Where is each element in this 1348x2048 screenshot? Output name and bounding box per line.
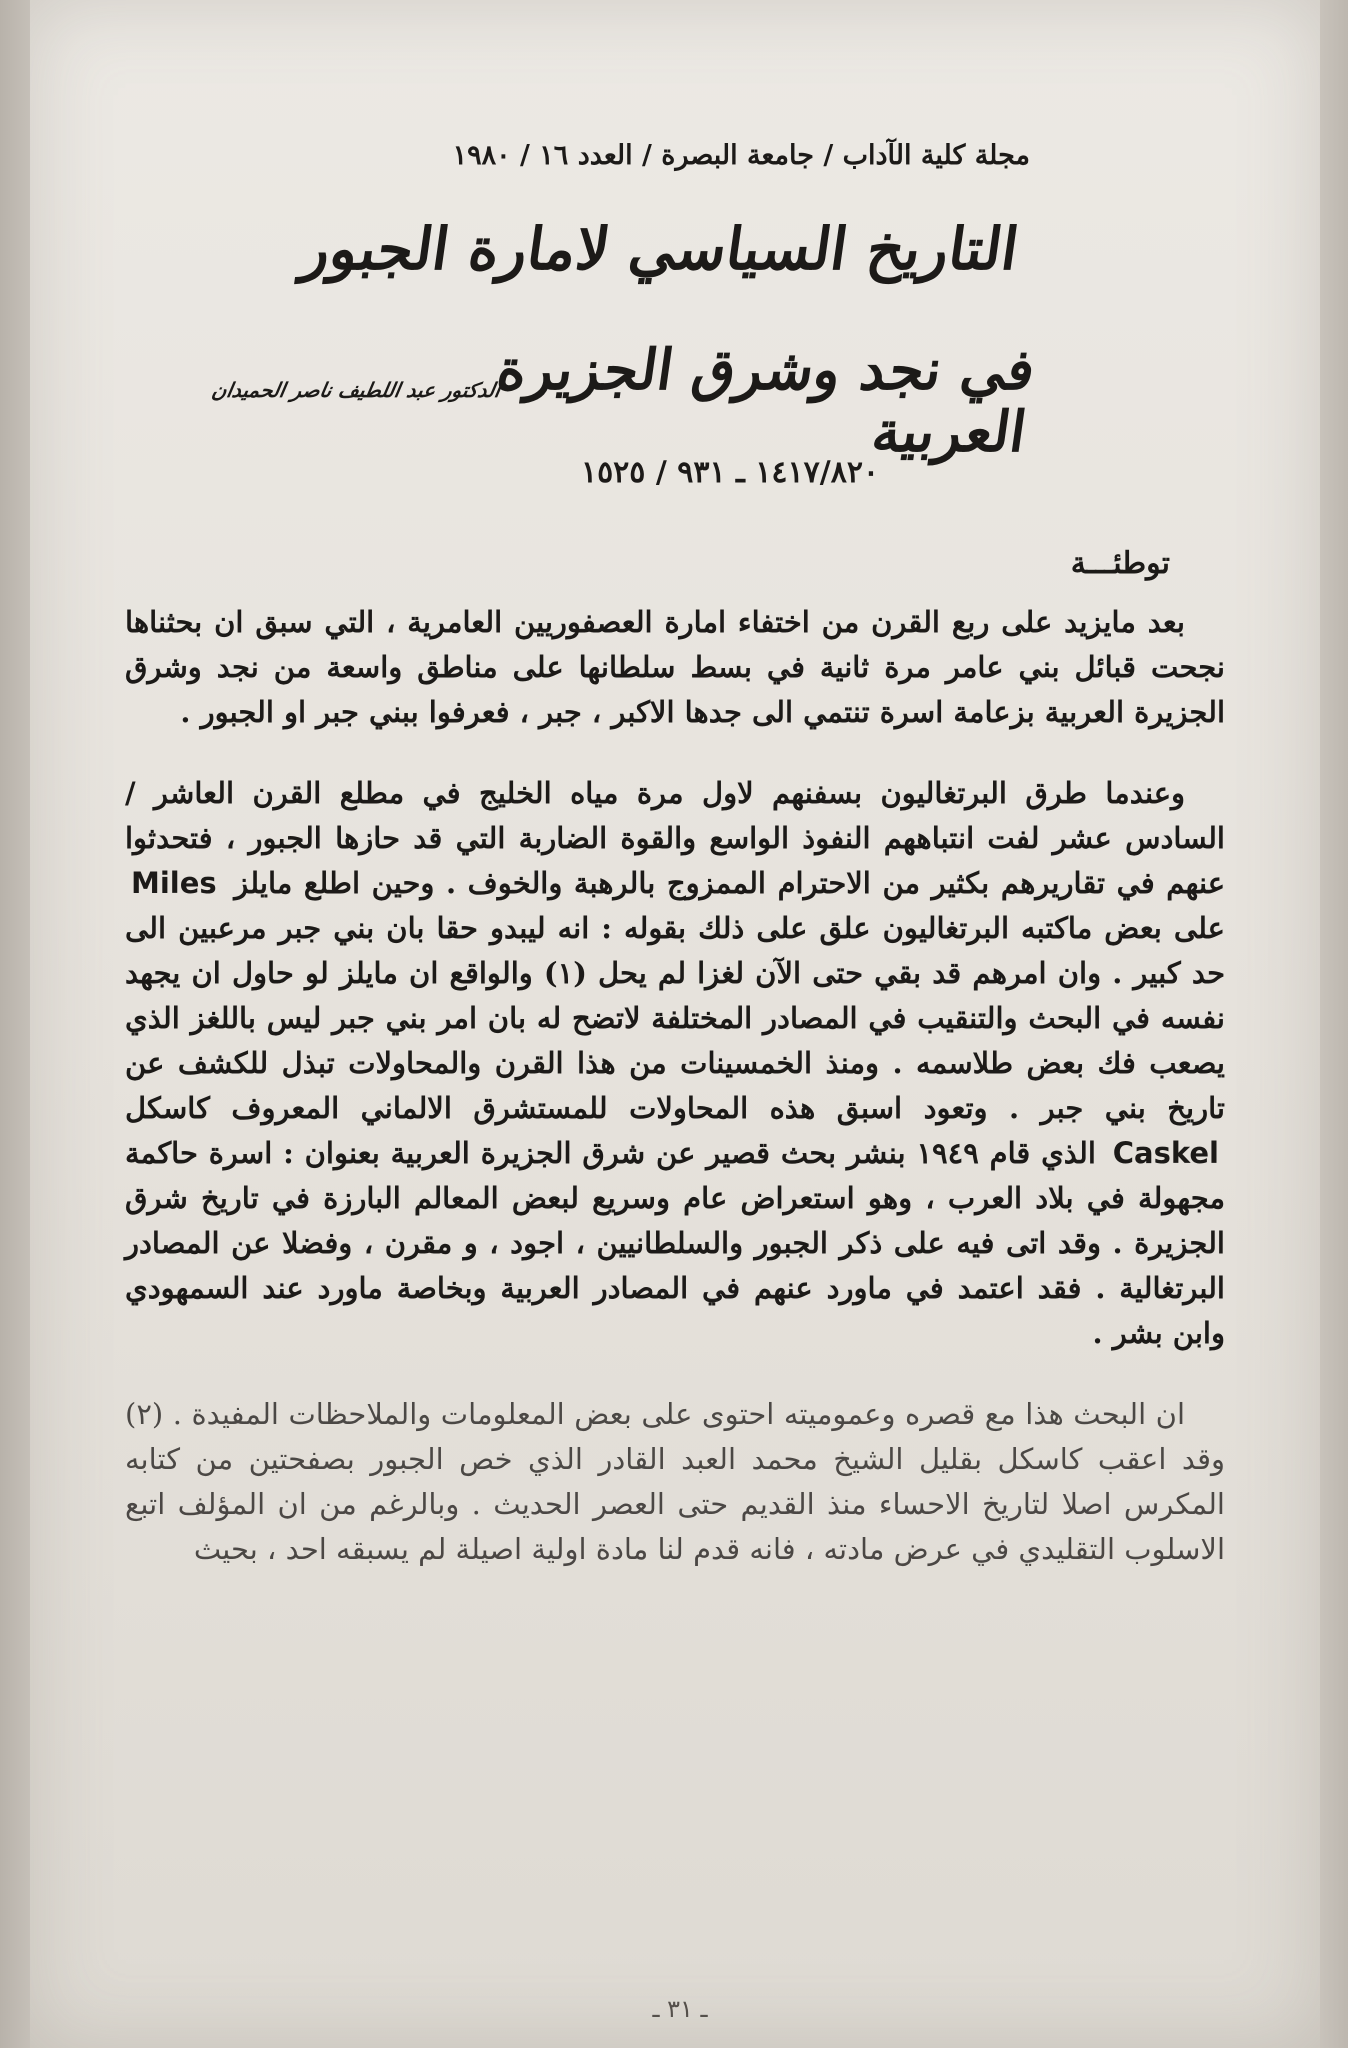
paragraph-text: ان البحث هذا مع قصره وعموميته احتوى على بعض المعلومات والملاحظات المفيدة . (٢) وقد اعقب كاسكل بقليل الشيخ محمد العبد القادر الذي خص الجبور بصفحتين من كتابه المكرس اصلا لتاريخ الاحساء منذ القديم حتى العصر الحديث . وبالرغم من ان المؤلف اتبع الاسلوب التقليدي في عرض مادته ، فانه قدم لنا مادة اولية اصيلة لم يسبقه احد ، بحيث: [125, 1397, 1225, 1566]
paragraph-2: [125, 771, 1225, 1356]
paragraph-text: على بعض ماكتبه البرتغاليون علق على ذلك بقوله : انه ليبدو حقا بان بني جبر مرعبين الى حد كبير . وان امرهم قد بقي حتى الآن لغزا لم يحل (١) والواقع ان مايلز لو حاول ان يجهد نفسه في البحث والتنقيب في المصادر المختلفة لاتضح له بان امر بني جبر ليس باللغز الذي يصعب فك بعض طلاسمه . ومنذ الخمسينات من هذا القرن والمحاولات تبذل للكشف عن تاريخ بني جبر . وتعود اسبق هذه المحاولات للمستشرق الالماني المعروف كاسكل: [125, 911, 1225, 1125]
date-range: ١٤١٧/٨٢٠ ـ ٩٣١ / ١٥٢٥: [580, 455, 880, 490]
latin-name-miles: Miles: [131, 866, 217, 900]
page-number: ـ ٣١ ـ: [652, 1995, 708, 2023]
article-title: التاريخ السياسي لامارة الجبور: [297, 215, 1023, 283]
paragraph-1: [125, 600, 1225, 735]
latin-name-caskel: Caskel: [1112, 1136, 1219, 1170]
paragraph-text: الذي قام ١٩٤٩ بنشر بحث قصير عن شرق الجزيرة العربية بعنوان : اسرة حاكمة مجهولة في بلاد العرب ، وهو استعراض عام وسريع لبعض المعالم البارزة في تاريخ شرق الجزيرة . وقد اتى فيه على ذكر الجبور والسلطانيين ، اجود ، و مقرن ، وفضلا عن المصادر البرتغالية . فقد اعتمد في ماورد عنهم في المصادر العربية وبخاصة ماورد عند السمهودي وابن بشر .: [125, 1136, 1225, 1350]
scanned-page: [30, 0, 1320, 2048]
journal-header: مجلة كلية الآداب / جامعة البصرة / العدد ١٦ / ١٩٨٠: [452, 140, 1030, 171]
article-subtitle: في نجد وشرق الجزيرة العربية: [492, 337, 1040, 465]
article-body: [125, 600, 1225, 1608]
section-title: توطئـــة: [1070, 546, 1170, 581]
paragraph-3: [125, 1392, 1225, 1572]
paragraph-text: وعندما طرق البرتغاليون بسفنهم لاول مرة مياه الخليج في مطلع القرن العاشر / السادس عشر لفت انتباههم النفوذ الواسع والقوة الضاربة التي قد حازها الجبور ، فتحدثوا عنهم في تقاريرهم بكثير من الاحترام الممزوج بالرهبة والخوف . وحين اطلع مايلز: [125, 776, 1225, 900]
author-name: الدكتور عبد اللطيف ناصر الحميدان: [209, 378, 503, 402]
paragraph-text: بعد مايزيد على ربع القرن من اختفاء امارة العصفوريين العامرية ، التي سبق ان بحثناها نجحت قبائل بني عامر مرة ثانية في بسط سلطانها على مناطق واسعة من نجد وشرق الجزيرة العربية بزعامة اسرة تنتمي الى جدها الاكبر ، جبر ، فعرفوا ببني جبر او الجبور .: [125, 605, 1225, 729]
